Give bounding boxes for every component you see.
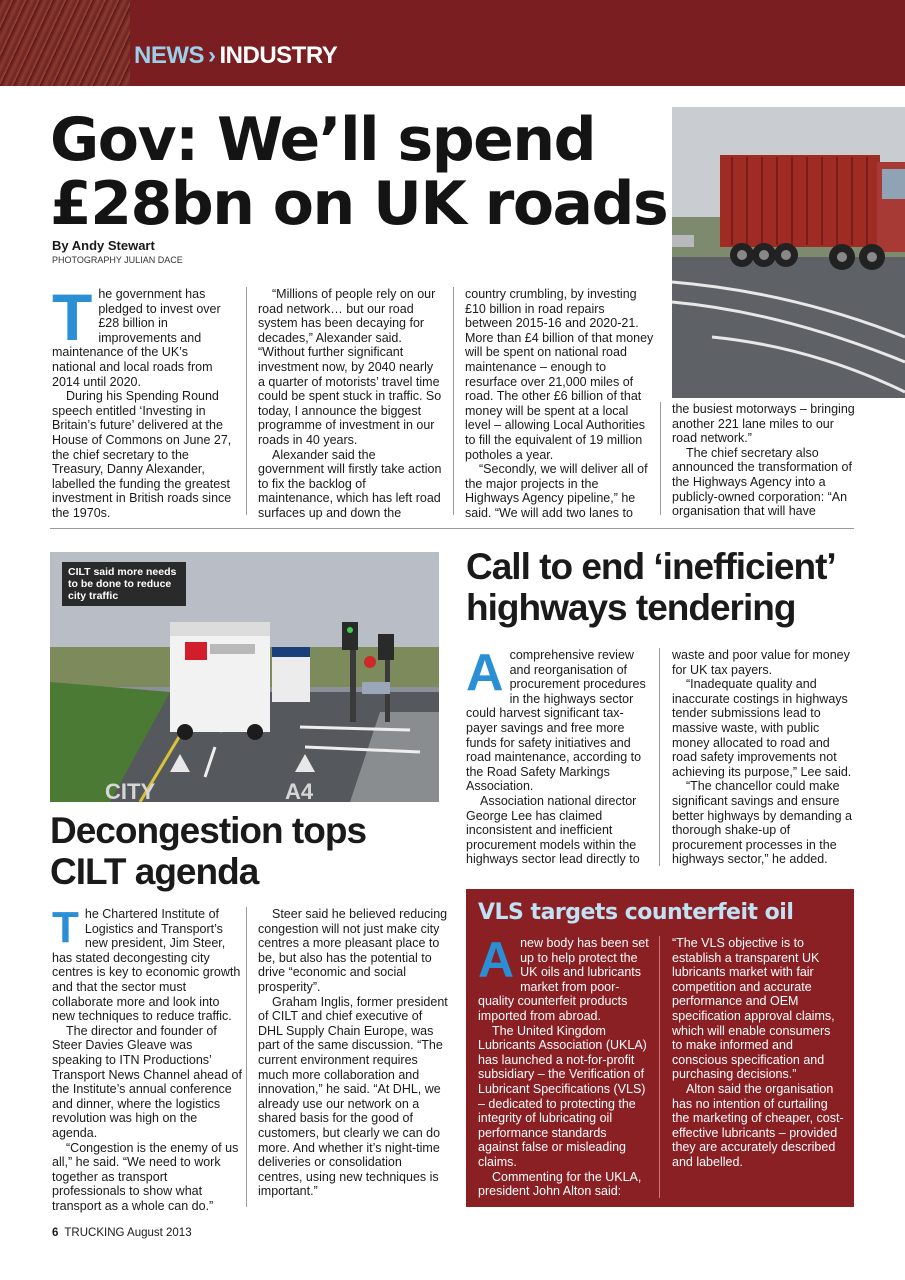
paragraph: “The VLS objective is to establish a transparent UK lubricants market with fair competition and accurate performance and OEM specification approval claims, which will enable consumers to make informed and conscious specification and purchasing decisions.” [672,936,835,1082]
paragraph: Steer said he believed reducing congestion will not just make city centres a more pleasant place to be, but also has the potential to drive “economic and social prosperity”. [258,907,448,994]
paragraph: he government has pledged to invest over £28 billion in improvements and maintenance of the UK’s national and local roads from 2014 until 2020. [52,287,221,389]
paragraph: “Secondly, we will deliver all of the major projects in the Highways Agency pipeline,” he said. “We will add two lanes to [465,462,648,520]
publication-name: TRUCKING August 2013 [64,1227,192,1239]
paragraph: Graham Inglis, former president of CILT and chief executive of DHL Supply Chain Europe, was part of the same discussion. “The current environment requires much more collaboration and innovation,” he said. “At DHL, we already use our network on a shared basis for the good of customers, but clearly we can do more. And whether it’s night-time deliveries or consolidation centres, using new techniques is important.” [258,994,448,1199]
photo-caption: CILT said more needs to be done to reduce city traffic [62,562,186,606]
paragraph: Association national director George Lee has claimed inconsistent and inefficient procurement models within the highways sector lead directly to [466,793,640,867]
decongestion-col-2 [258,907,448,1199]
chevron-right-icon: › [208,42,216,69]
paragraph: waste and poor value for money for UK tax payers. [672,648,850,677]
main-article-col-1 [52,280,233,521]
paragraph: “The chancellor could make significant savings and ensure better highways by demanding a thorough shake-up of procurement processes in the highways sector,” he added. [672,779,852,867]
dropcap: T [52,903,79,952]
main-headline: Gov: We’ll spend £28bn on UK roads [50,105,668,239]
photo-credit: PHOTOGRAPHY JULIAN DACE [52,255,183,265]
svg-text:CITY: CITY [105,779,156,802]
column-divider [660,402,661,515]
paragraph: During his Spending Round speech entitled ‘Investing in Britain’s future’ delivered at the House of Commons on June 27, the chief secretary to the Treasury, Danny Alexander, labelled the funding the greatest investment in British roads since the 1970s. [52,389,232,520]
paragraph: The United Kingdom Lubricants Association (UKLA) has launched a not-for-profit subsidiary – the Verification of Lubricant Specifications (VLS) – dedicated to protecting the integrity of lubricating oil performance standards against false or misleading claims. [478,1023,647,1169]
paragraph: “Millions of people rely on our road network… but our road system has been decaying for decades,” Alexander said. “Without further significant investment now, by 2040 nearly a quarter of motorists’ travel time could be spent stuck in traffic. So today, I announce the biggest programme of investment in our roads in 40 years. [258,287,442,447]
paragraph: Commenting for the UKLA, president John Alton said: [478,1169,642,1199]
paragraph: The director and founder of Steer Davies Gleave was speaking to ITN Productions’ Transport News Channel ahead of the Institute’s annual conference and dinner, where the logistics revolution was high on the agenda. [52,1023,242,1140]
tendering-headline: Call to end ‘inefficient’ highways tendering [466,546,834,628]
paragraph: “Inadequate quality and inaccurate costings in highways tender submissions lead to massive waste, with public money allocated to road and road safety improvements not achieving its purpose,” Lee said. [672,677,852,779]
paragraph: the busiest motorways – bringing another 221 lane miles to our road network.” [672,402,855,446]
decongestion-headline: Decongestion tops CILT agenda [50,810,367,892]
page-footer [52,1227,192,1239]
vls-col-1 [478,932,650,1199]
column-divider [659,936,660,1198]
paragraph: Alexander said the government will firstly take action to fix the backlog of maintenance, which has left road surfaces up and down the [258,447,442,520]
paragraph: he Chartered Institute of Logistics and Transport’s new president, Jim Steer, has stated decongesting city centres is key to economic growth and that the sector must collaborate more and look into new techniques to reduce traffic. [52,907,241,1024]
main-article-col-2 [258,287,443,521]
tendering-col-1 [466,644,650,867]
paragraph: comprehensive review and reorganisation of procurement procedures in the highways sector could harvest significant tax-payer savings and free more funds for safety initiatives and road maintenance, according to the Road Safety Markings Association. [466,648,646,794]
column-divider [246,287,247,515]
paragraph: country crumbling, by investing £10 billion in road repairs between 2015-16 and 2020-21. More than £4 billion of that money will be spent on national road maintenance – enough to resurface over 21,000 miles of road. The other £6 billion of that money will be spent at a local level – allowing Local Authorities to fill the equivalent of 19 million potholes a year. [465,287,654,462]
section-label [134,42,337,70]
main-article-col-4 [672,402,857,519]
paragraph: The chief secretary also announced the transformation of the Highways Agency into a publicly-owned corporation: “An organisation that will have [672,445,852,519]
paragraph: Alton said the organisation has no intention of curtailing the marketing of cheaper, cost-effective lubricants – provided they are accurately described and labelled. [672,1081,844,1169]
paragraph: “Congestion is the enemy of us all,” he said. “We need to work together as transport professionals to show what transport as a whole can do.” [52,1140,239,1213]
decongestion-col-1 [52,903,242,1213]
header-texture [0,0,130,86]
column-divider [246,907,247,1207]
dropcap: A [478,932,515,988]
section-header [0,0,905,86]
main-article-col-3 [465,287,655,521]
subsection-name: INDUSTRY [219,42,338,69]
page-number: 6 [52,1227,59,1239]
section-divider [50,528,854,529]
dropcap: A [466,644,504,702]
section-name: NEWS [134,42,204,69]
dropcap: T [52,280,93,354]
vls-headline: VLS targets counterfeit oil [478,900,794,925]
paragraph: new body has been set up to help protect the UK oils and lubricants market from poor-quality counterfeit products imported from abroad. [478,936,649,1023]
tendering-col-2 [672,648,856,867]
truck-photo [672,107,905,398]
byline: By Andy Stewart [52,238,155,253]
column-divider [659,648,660,866]
svg-text:A4: A4 [285,779,314,802]
column-divider [453,287,454,515]
vls-col-2 [672,936,844,1170]
